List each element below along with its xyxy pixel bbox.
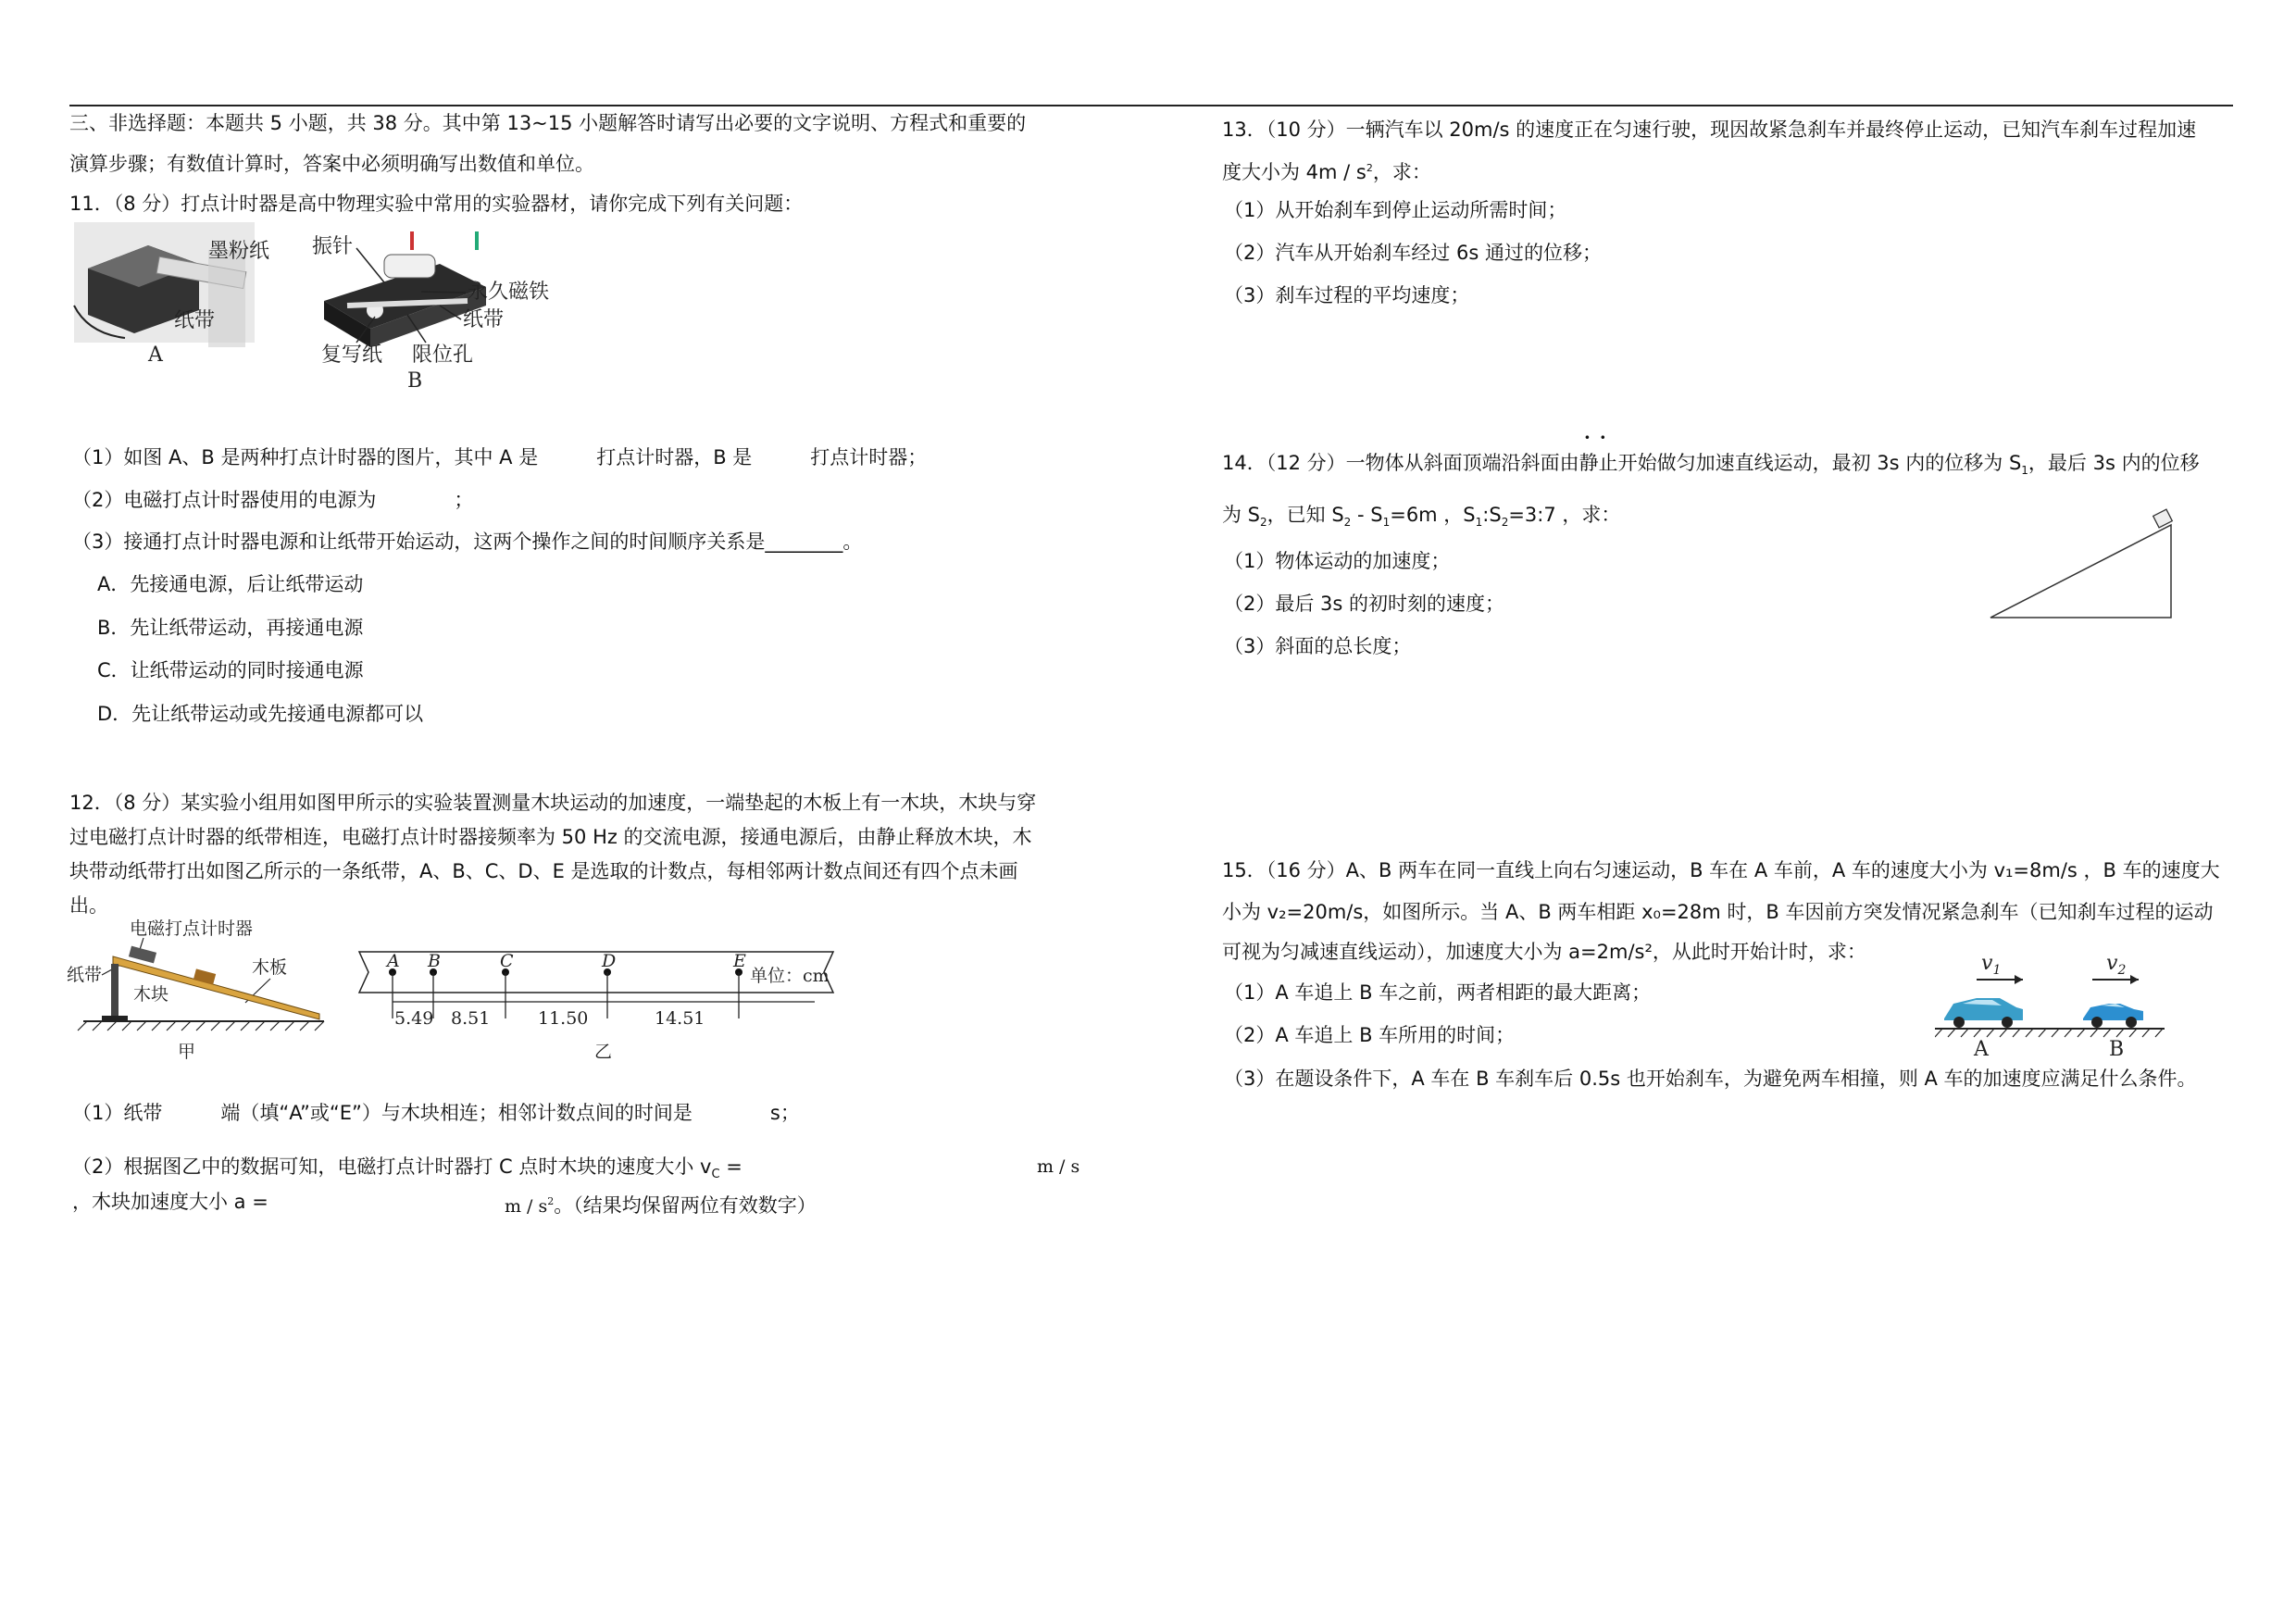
car-a-icon: [1944, 998, 2023, 1028]
cars-figure: [1935, 944, 2166, 1065]
q12-part2-sub: C: [711, 1168, 720, 1182]
q13-line2: 度大小为 $4m / s^2$，求：: [1222, 161, 1431, 183]
q14-line2-a: 为 S: [1222, 504, 1261, 526]
section-header-line2: 演算步骤；有数值计算时，答案中必须明确写出数值和单位。: [69, 153, 594, 175]
tape-point-label: C: [500, 951, 514, 971]
q11-part1: （1）如图 A、B 是两种打点计时器的图片，其中 A 是 打点计时器，B 是 打点计时器；: [72, 446, 928, 468]
q14-part2: （2）最后 3s 的初时刻的速度；: [1224, 593, 1505, 615]
q14-line1-lead: 14．（12 分）一物体从斜面顶端沿斜面由: [1222, 452, 1579, 474]
q11-option-c: C．让纸带运动的同时接通电源: [97, 659, 364, 681]
q11-option-b: B．先让纸带运动，再接通电源: [97, 617, 364, 639]
jia-board-label: 木板: [252, 957, 288, 978]
q14-line2: 为 $S_2$，已知 $S_2 - S_1=6m$ ，$S_1:S_2=3:7$ ，求：: [1222, 504, 1621, 530]
tape-point-label: D: [602, 951, 617, 971]
q14-line1-emph: 静止: [1578, 452, 1618, 474]
q11-part3: （3）接通打点计时器电源和让纸带开始运动，这两个操作之间的时间顺序关系是________。: [72, 531, 863, 553]
q14-line2-b: ，已知 S: [1267, 504, 1344, 526]
car-a-label: A: [1974, 1038, 1989, 1061]
tape-point-label: B: [428, 951, 441, 971]
q14-line2-e: :S: [1482, 504, 1502, 526]
tape-gap-label: 5.49: [394, 1008, 434, 1029]
q13-part3: （3）刹车过程的平均速度；: [1224, 284, 1470, 306]
jia-timer-label: 电磁打点计时器: [130, 918, 254, 939]
q12-part2: [72, 1153, 742, 1189]
q11-part2: （2）电磁打点计时器使用的电源为 ；: [72, 489, 474, 511]
tape-point-label: E: [733, 951, 746, 971]
q14-line1: 14．（12 分）一物体从斜面顶端沿斜面由静止开始做匀加速直线运动，最初 3s 内的位移为 $S_1$，最后 3s 内的位移: [1222, 452, 2200, 478]
label-needle: 振针: [312, 235, 354, 258]
label-carbon: 复写纸: [321, 344, 383, 367]
jia-caption: 甲: [178, 1042, 196, 1062]
q14-line2-f: =3:7 ，求：: [1508, 504, 1621, 526]
figure-jia: [65, 912, 343, 1065]
label-tape-b: 纸带: [463, 308, 505, 331]
q13-line2-lead: 度大小为 4m / s: [1222, 161, 1366, 183]
q15-part2: （2）A 车追上 B 车所用的时间；: [1224, 1024, 1516, 1046]
q11-stem: 11．（8 分）打点计时器是高中物理实验中常用的实验器材，请你完成下列有关问题：: [69, 193, 804, 215]
q14-line1-tail: 开始做匀加速直线运动，最初 3s 内的位移为 S: [1617, 452, 2022, 474]
yi-unit: 单位：cm: [750, 966, 830, 986]
q13-part2: （2）汽车从开始刹车经过 6s 通过的位移；: [1224, 242, 1603, 264]
q12-part2-line2-end: m / $s^2$。（结果均保留两位有效数字）: [505, 1194, 817, 1217]
q13-part1: （1）从开始刹车到停止运动所需时间；: [1224, 199, 1567, 221]
header-rule: [69, 105, 2233, 106]
q12-line4: 出。: [69, 894, 108, 917]
q12-accel-unit: m / s: [505, 1196, 548, 1217]
q15-part3: （3）在题设条件下，A 车在 B 车刹车后 0.5s 也开始刹车，为避免两车相撞，则 A 车的加速度应满足什么条件。: [1224, 1068, 2197, 1090]
q12-line3: 块带动纸带打出如图乙所示的一条纸带，A、B、C、D、E 是选取的计数点，每相邻两计数点间还有四个点未画: [69, 860, 1018, 882]
car-b-label: B: [2109, 1038, 2125, 1061]
q15-line2: 小为 v₂=20m/s，如图所示。当 A、B 两车相距 x₀=28m 时，B 车因前方突发情况紧急刹车（已知刹车过程的运动: [1222, 901, 2214, 923]
emphasis-dots: ··: [1583, 422, 1615, 453]
jia-tape-label: 纸带: [67, 965, 103, 985]
tape-gap-label: 11.50: [538, 1008, 589, 1029]
car-b-icon: [2083, 1004, 2143, 1028]
yi-caption: 乙: [594, 1042, 613, 1062]
incline-figure: [1981, 505, 2185, 625]
label-magnet: 永久磁铁: [468, 281, 550, 304]
q12-line2: 过电磁打点计时器的纸带相连，电磁打点计时器接频率为 50 Hz 的交流电源，接通电源后，由静止释放木块，木: [69, 826, 1032, 848]
label-a: A: [148, 344, 163, 367]
car-b-velocity: $v_2$: [2106, 952, 2127, 978]
tape-point-label: A: [387, 951, 400, 971]
q14-line2-c: - S: [1351, 504, 1383, 526]
label-ink-paper: 墨粉纸: [208, 240, 270, 263]
q13-line1: 13．（10 分）一辆汽车以 20m/s 的速度正在匀速行驶，现因故紧急刹车并最终停止运动，已知汽车刹车过程加速: [1222, 119, 2197, 141]
q13-line2-tail: ，求：: [1372, 161, 1431, 183]
tape-gap-label: 14.51: [655, 1008, 705, 1029]
q12-accel-tail: 。（结果均保留两位有效数字）: [554, 1194, 817, 1217]
label-b: B: [407, 369, 423, 393]
q12-part2-line2: ，木块加速度大小 a =: [72, 1191, 268, 1213]
q11-option-d: D．先让纸带运动或先接通电源都可以: [97, 703, 424, 725]
jia-block-label: 木块: [133, 984, 169, 1005]
q11-figure: [69, 213, 569, 398]
label-tape-a: 纸带: [174, 309, 216, 332]
q12-line1: 12．（8 分）某实验小组用如图甲所示的实验装置测量木块运动的加速度，一端垫起的木板上有一木块，木块与穿: [69, 792, 1037, 814]
q12-part2-unit: m / s: [1037, 1156, 1080, 1177]
q12-part1: （1）纸带 端（填“A”或“E”）与木块相连；相邻计数点间的时间是 s；: [72, 1102, 800, 1124]
label-limit-hole: 限位孔: [412, 344, 474, 367]
q12-part2-lead: （2）根据图乙中的数据可知，电磁打点计时器打 C 点时木块的速度大小 v: [72, 1156, 712, 1178]
q14-line2-d: =6m ，S: [1390, 504, 1476, 526]
figure-yi: [352, 944, 842, 1065]
q15-line3: 可视为匀减速直线运动），加速度大小为 a=2m/s²，从此时开始计时，求：: [1222, 941, 1866, 963]
q14-part3: （3）斜面的总长度；: [1224, 635, 1412, 657]
section-header-line1: 三、非选择题：本题共 5 小题，共 38 分。其中第 13~15 小题解答时请写出必要的文字说明、方程式和重要的: [69, 112, 1027, 134]
q12-part2-eq: =: [719, 1156, 742, 1178]
tape-gap-label: 8.51: [451, 1008, 491, 1029]
q14-line1-tail2: ，最后 3s 内的位移: [2028, 452, 2200, 474]
q14-part1: （1）物体运动的加速度；: [1224, 550, 1451, 572]
car-a-velocity: $v_1$: [1981, 952, 2002, 978]
q11-option-a: A．先接通电源，后让纸带运动: [97, 573, 364, 595]
q15-part1: （1）A 车追上 B 车之前，两者相距的最大距离；: [1224, 981, 1652, 1004]
q15-line1: 15．（16 分）A、B 两车在同一直线上向右匀速运动，B 车在 A 车前，A 车的速度大小为 v₁=8m/s ，B 车的速度大: [1222, 859, 2220, 881]
